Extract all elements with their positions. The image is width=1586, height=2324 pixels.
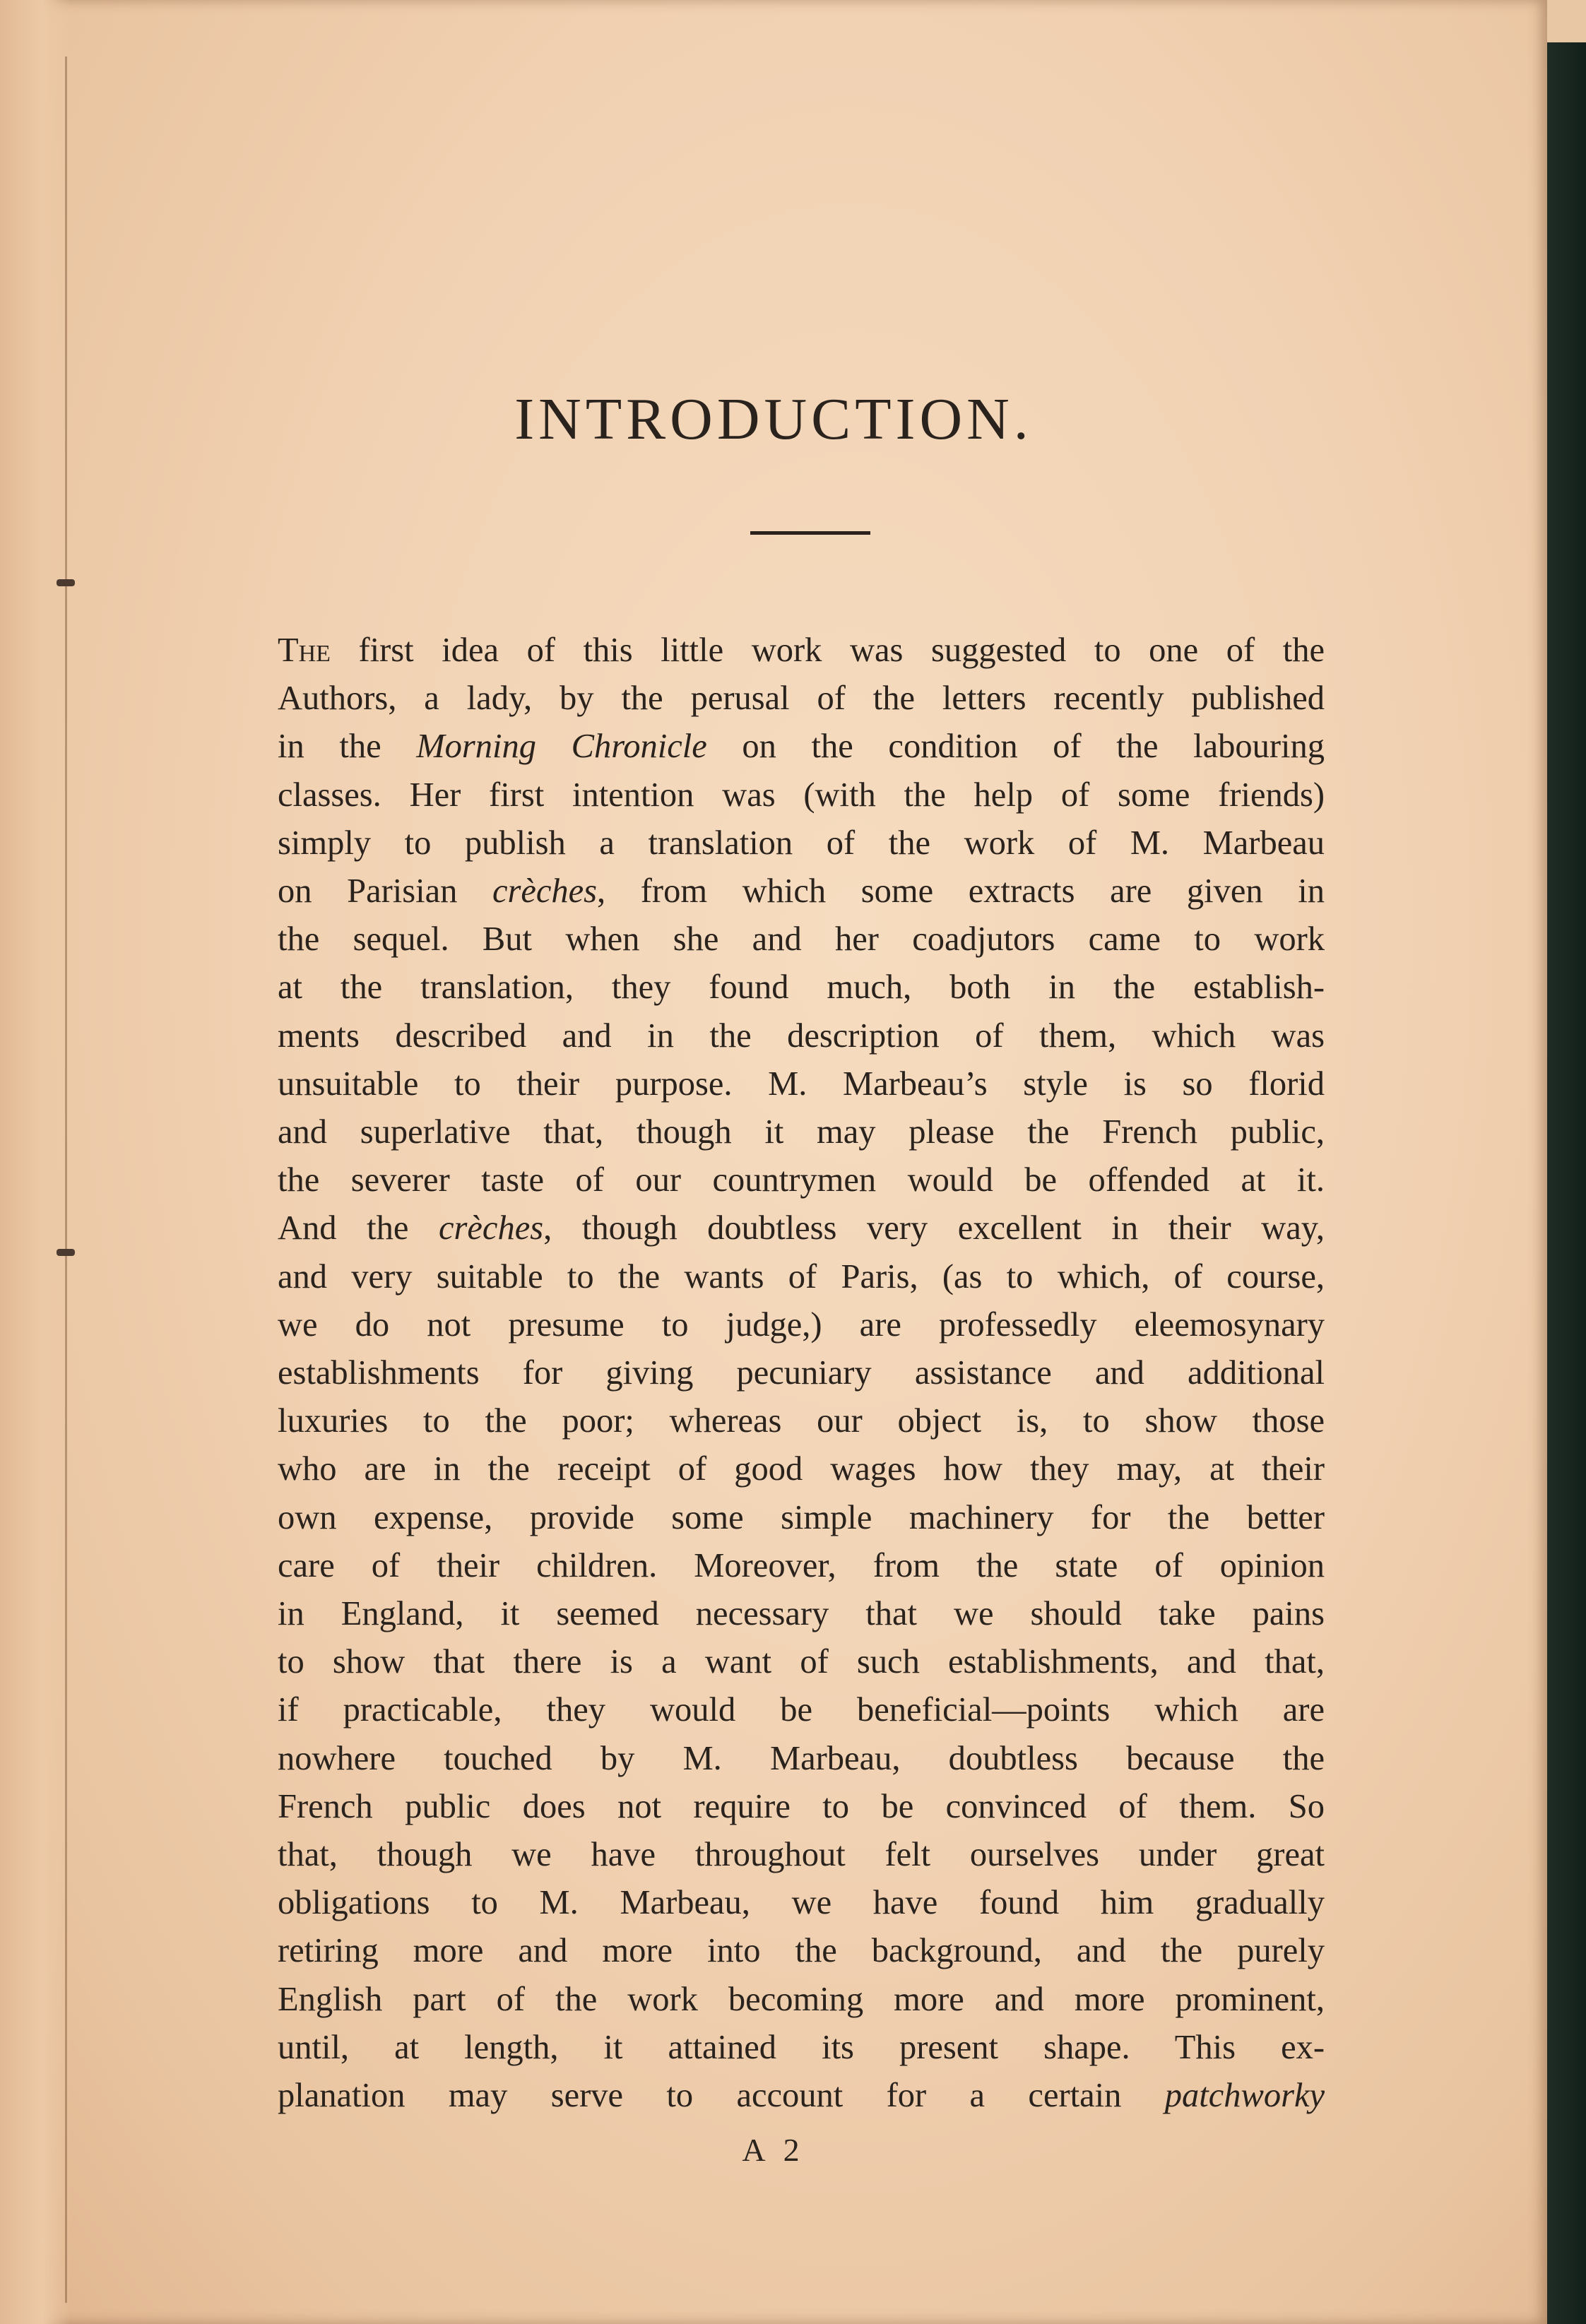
text-run: and very suitable to the wants of Paris, (as to which, of course,: [278, 1257, 1325, 1296]
chapter-heading: INTRODUCTION.: [514, 386, 1033, 452]
italic-phrase: crèches: [439, 1209, 544, 1247]
binding-stitch: [57, 1249, 75, 1256]
text-run: And the: [278, 1209, 439, 1247]
text-line: [278, 1783, 1325, 1831]
text-line: [278, 1542, 1325, 1590]
text-run: the sequel. But when she and her coadjutors came to work: [278, 920, 1325, 959]
text-line: [278, 627, 1325, 675]
text-run: on Parisian: [278, 872, 492, 911]
text-line: [278, 771, 1325, 819]
text-line: [278, 723, 1325, 771]
text-line: [278, 1108, 1325, 1156]
text-run: planation may serve to account for a certain: [278, 2077, 1165, 2115]
text-line: [278, 1927, 1325, 1975]
text-run: the severer taste of our countrymen would be offended at it.: [278, 1161, 1325, 1199]
text-line: [278, 1735, 1325, 1783]
heading-rule: [750, 531, 870, 535]
text-run: ments described and in the description of them, which was: [278, 1016, 1325, 1055]
introduction-paragraph: [278, 627, 1325, 2120]
text-run: own expense, provide some simple machinery for the better: [278, 1498, 1325, 1536]
text-line: [278, 1012, 1325, 1060]
text-line: [278, 2024, 1325, 2072]
text-line: [278, 2072, 1325, 2120]
text-run: obligations to M. Marbeau, we have found him gradually: [278, 1884, 1325, 1922]
italic-phrase: patchworky: [1164, 2077, 1325, 2115]
text-line: [278, 1686, 1325, 1734]
text-run: establishments for giving pecuniary assistance and additional: [278, 1354, 1325, 1392]
page-gutter: [0, 0, 71, 2324]
text-run: in the: [278, 728, 417, 766]
text-line: [278, 1638, 1325, 1686]
text-line: [278, 819, 1325, 867]
text-run: , from which some extracts are given in: [597, 872, 1325, 911]
text-run: English part of the work becoming more and more prominent,: [278, 1980, 1325, 2018]
text-line: [278, 1831, 1325, 1879]
text-run: simply to publish a translation of the work of M. Marbeau: [278, 824, 1325, 862]
text-line: [278, 867, 1325, 915]
text-run: at the translation, they found much, both in the establish-: [278, 968, 1325, 1007]
text-line: [278, 1445, 1325, 1493]
text-run: retiring more and more into the background, and the purely: [278, 1932, 1325, 1970]
text-run: Authors, a lady, by the perusal of the letters recently published: [278, 680, 1325, 718]
binding-stitch: [57, 579, 75, 586]
text-line: [278, 1253, 1325, 1301]
text-run: luxuries to the poor; whereas our object is, to show those: [278, 1402, 1325, 1440]
text-run: to show that there is a want of such establishments, and that,: [278, 1643, 1325, 1681]
signature-mark: A 2: [742, 2132, 805, 2168]
text-line: [278, 1976, 1325, 2024]
text-line: [278, 1156, 1325, 1204]
text-run: unsuitable to their purpose. M. Marbeau’s style is so florid: [278, 1065, 1325, 1103]
italic-phrase: Morning Chronicle: [416, 728, 707, 766]
italic-phrase: crèches: [492, 872, 598, 911]
text-line: [278, 1301, 1325, 1349]
text-line: [278, 1590, 1325, 1638]
text-run: and superlative that, though it may please the French public,: [278, 1113, 1325, 1151]
text-run: in England, it seemed necessary that we should take pains: [278, 1595, 1325, 1633]
text-run: if practicable, they would be beneficial—points which are: [278, 1691, 1325, 1729]
text-run: classes. Her first intention was (with the help of some friends): [278, 776, 1325, 814]
text-run: care of their children. Moreover, from the state of opinion: [278, 1546, 1325, 1584]
text-line: [278, 1494, 1325, 1542]
text-run: nowhere touched by M. Marbeau, doubtless because the: [278, 1739, 1325, 1777]
text-line: [278, 964, 1325, 1012]
text-run: who are in the receipt of good wages how they may, at their: [278, 1450, 1325, 1488]
text-run: that, though we have throughout felt ourselves under great: [278, 1836, 1325, 1874]
text-line: [278, 915, 1325, 964]
text-run: first idea of this little work was suggested to one of the: [330, 632, 1325, 669]
text-line: [278, 1204, 1325, 1252]
opening-word: The: [278, 632, 331, 669]
text-run: , though doubtless very excellent in their way,: [543, 1209, 1325, 1247]
text-run: we do not presume to judge,) are professedly eleemosynary: [278, 1305, 1325, 1344]
text-run: French public does not require to be convinced of them. So: [278, 1787, 1325, 1825]
text-line: [278, 1879, 1325, 1927]
text-line: [278, 1397, 1325, 1445]
text-run: on the condition of the labouring: [706, 728, 1325, 766]
text-line: [278, 1349, 1325, 1397]
text-line: [278, 675, 1325, 723]
text-run: until, at length, it attained its present shape. This ex-: [278, 2028, 1325, 2066]
text-line: [278, 1060, 1325, 1108]
